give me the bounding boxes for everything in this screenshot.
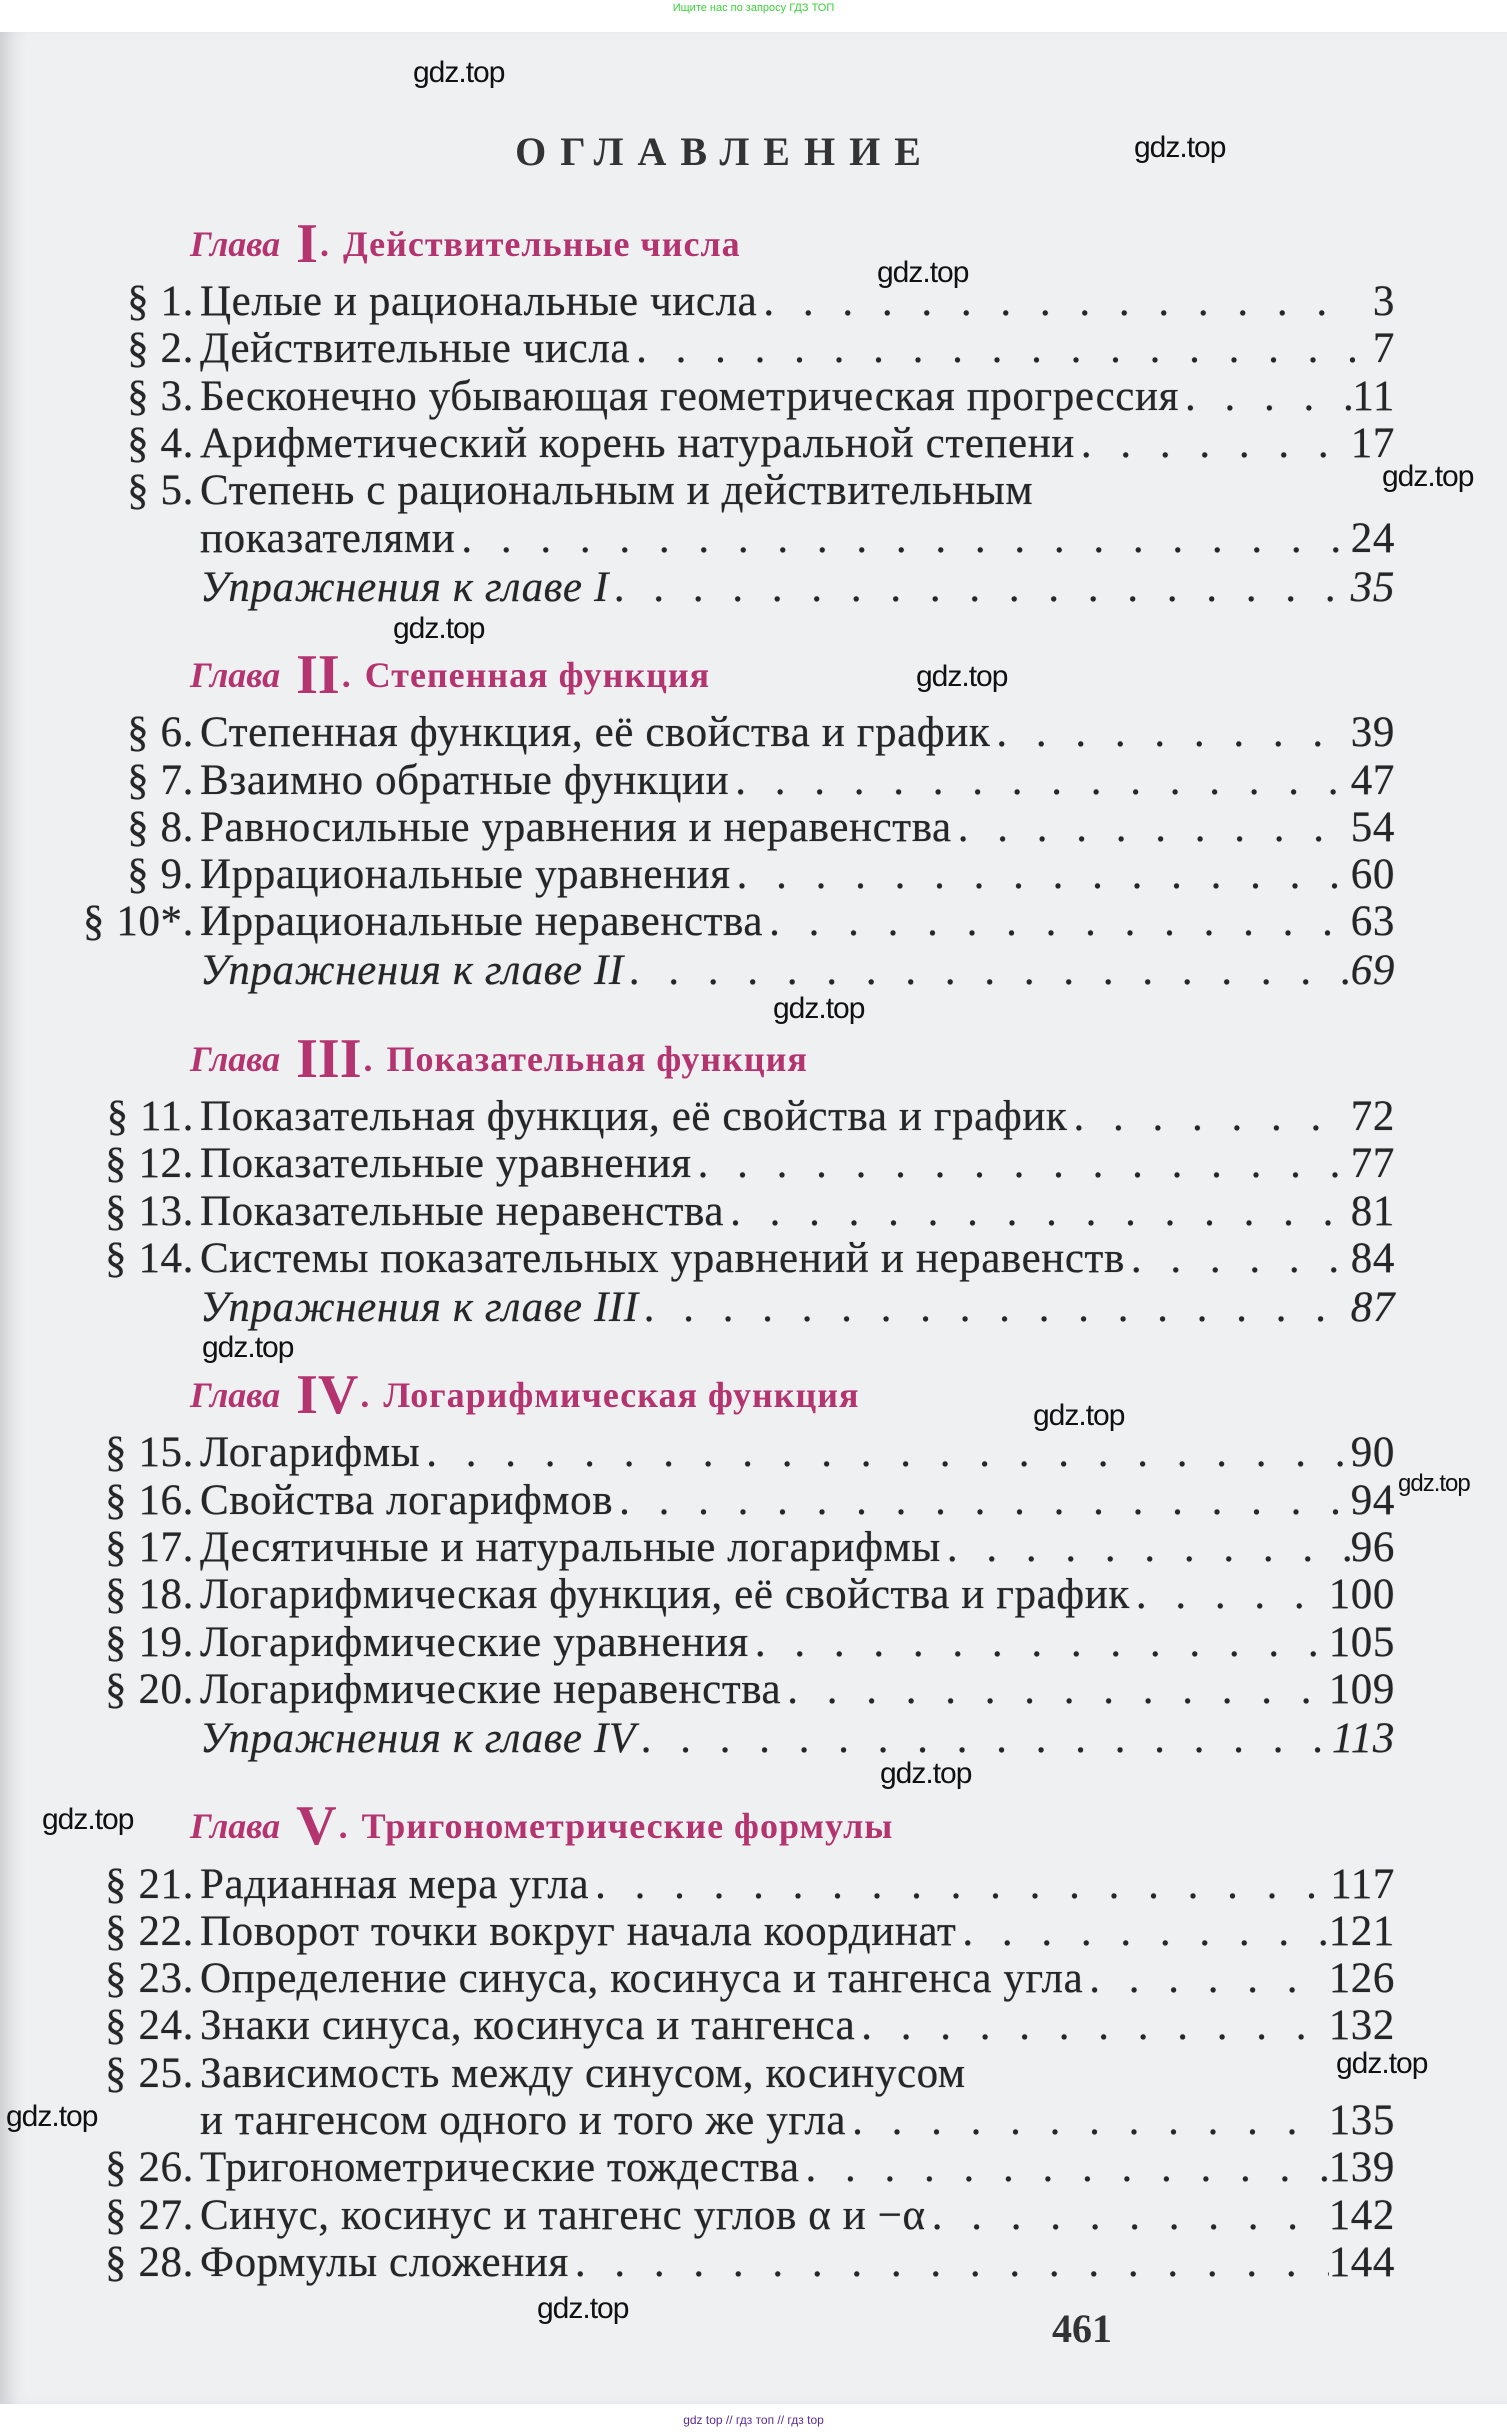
chapter-label: Глава [190, 1806, 281, 1847]
section-title: Системы показательных уравнений и неравенств [200, 1234, 1125, 1282]
top-banner-text: Ищите нас по запросу ГДЗ ТОП [672, 2, 835, 14]
watermark: gdz.top [202, 1331, 294, 1364]
chapter-label: Глава [190, 224, 281, 264]
page-ref: 100 [1328, 1571, 1395, 1619]
section-number: § 24. [105, 2002, 194, 2050]
section-title: Логарифмические неравенства [200, 1665, 782, 1713]
section-title: Показательные неравенства [200, 1187, 725, 1235]
section-number: § 12. [105, 1140, 194, 1188]
page-ref: 139 [1328, 2144, 1395, 2192]
section-title: Зависимость между синусом, косинусом [200, 2049, 966, 2097]
section-number: § 28. [105, 2238, 194, 2286]
table-of-contents [50, 210, 1395, 2286]
section-title: Поворот точки вокруг начала координат [200, 1907, 957, 1955]
section-number: § 18. [105, 1571, 194, 1619]
section-title: Десятичные и натуральные логарифмы [200, 1524, 941, 1572]
section-title: Свойства логарифмов [200, 1476, 614, 1524]
section-number: § 6. [127, 709, 194, 757]
page-ref: 126 [1328, 1955, 1395, 2003]
exercises-entry [50, 1713, 1395, 1764]
toc-entry [50, 420, 1395, 467]
chapter-heading [50, 1792, 1395, 1860]
toc-entry [50, 2191, 1395, 2238]
toc-entry [50, 1618, 1395, 1665]
section-title: Равносильные уравнения и неравенства [200, 803, 952, 851]
chapter-numeral-dot: . [319, 224, 329, 264]
section-number: § 20. [105, 1665, 194, 1713]
chapter-numeral-dot: . [360, 1375, 370, 1416]
toc-entry [50, 1477, 1395, 1524]
toc-entry [50, 2144, 1395, 2191]
dot-leader [630, 324, 1355, 373]
chapter-numeral-dot: . [341, 655, 351, 696]
section-title: Радианная мера угла [200, 1860, 590, 1908]
watermark: gdz.top [880, 1757, 972, 1790]
chapter-numeral-dot: . [338, 1806, 348, 1847]
chapter-numeral: I [296, 213, 318, 275]
exercises-title: Упражнения к главе III [200, 1283, 639, 1331]
exercises-title: Упражнения к главе II [200, 947, 624, 995]
chapter-label: Глава [190, 655, 281, 696]
chapter-heading [50, 1025, 1395, 1093]
section-title: Знаки синуса, косинуса и тангенса [200, 2002, 856, 2050]
chapter-title: Действительные числа [342, 224, 741, 264]
chapter-title: Логарифмическая функция [383, 1375, 860, 1416]
section-number: § 25. [105, 2049, 194, 2097]
exercises-entry [50, 562, 1395, 613]
page-ref: 81 [1350, 1187, 1395, 1235]
section-title: Тригонометрические тождества [200, 2144, 800, 2192]
toc-entry [50, 467, 1395, 514]
dot-leader [731, 850, 1351, 899]
dot-leader [455, 514, 1350, 563]
chapter-heading [50, 641, 1395, 709]
section-title: и тангенсом одного и того же угла [200, 2097, 847, 2144]
toc-entry [50, 1666, 1395, 1713]
section-title: Степенная функция, её свойства и график [200, 709, 991, 757]
dot-leader [1075, 419, 1351, 468]
toc-entry [50, 514, 1395, 561]
page-ref: 94 [1350, 1476, 1395, 1524]
dot-leader [855, 2001, 1328, 2050]
page-ref: 39 [1350, 709, 1395, 757]
section-title: Целые и рациональные числа [200, 278, 758, 326]
page-ref: 63 [1350, 898, 1395, 946]
toc-entry [50, 804, 1395, 851]
toc-entry [50, 1235, 1395, 1282]
section-number: § 7. [127, 756, 194, 804]
section-title: Бесконечно убывающая геометрическая прогрессия [200, 372, 1179, 420]
page-ref: 90 [1350, 1429, 1395, 1477]
page-ref: 54 [1350, 803, 1395, 851]
section-title: Взаимно обратные функции [200, 756, 730, 804]
dot-leader [724, 1187, 1351, 1236]
toc-entry [50, 2002, 1395, 2049]
toc-entry [50, 2097, 1395, 2144]
chapter-label: Глава [190, 1038, 281, 1079]
dot-leader [990, 708, 1350, 757]
exercises-entry [50, 946, 1395, 997]
chapter-numeral: IV [296, 1364, 359, 1427]
section-number: § 9. [127, 851, 194, 899]
section-title: Арифметический корень натуральной степени [200, 420, 1075, 468]
dot-leader [613, 1476, 1351, 1525]
dot-leader [569, 2238, 1329, 2287]
dot-leader [589, 1860, 1330, 1909]
page-ref: 144 [1328, 2238, 1395, 2286]
chapter-heading [50, 1361, 1395, 1429]
section-number: § 5. [127, 467, 194, 515]
toc-entry [50, 1187, 1395, 1234]
toc-entry [50, 851, 1395, 898]
toc-entry [50, 1908, 1395, 1955]
chapter-label: Глава [190, 1375, 281, 1416]
section-number: § 19. [105, 1618, 194, 1666]
watermark: gdz.top [877, 256, 969, 289]
chapter-numeral-dot: . [363, 1038, 373, 1079]
page-ref: 60 [1350, 851, 1395, 899]
exercises-entry [50, 1282, 1395, 1333]
section-title: Логарифмы [200, 1429, 421, 1477]
chapter-title: Степенная функция [364, 655, 711, 696]
chapter-title: Тригонометрические формулы [361, 1806, 894, 1847]
section-title: Формулы сложения [200, 2238, 569, 2286]
toc-entry [50, 2050, 1395, 2097]
page-ref: 47 [1350, 756, 1395, 804]
page-ref: 113 [1331, 1714, 1395, 1762]
dot-leader [1179, 372, 1352, 421]
toc-entry [50, 1429, 1395, 1476]
dot-leader [941, 1523, 1351, 1572]
toc-entry [50, 709, 1395, 756]
dot-leader [952, 803, 1351, 852]
page-ref: 11 [1352, 372, 1395, 420]
section-number: § 27. [105, 2191, 194, 2239]
page-ref: 84 [1350, 1234, 1395, 1282]
page-ref: 109 [1328, 1665, 1395, 1713]
chapter-numeral: III [296, 1027, 362, 1090]
toc-entry [50, 1955, 1395, 2002]
section-title: Показательные уравнения [200, 1140, 692, 1188]
page-ref: 72 [1350, 1092, 1395, 1140]
section-number: § 1. [127, 278, 194, 326]
section-number: § 4. [127, 420, 194, 468]
exercises-title: Упражнения к главе I [200, 563, 609, 611]
dot-leader [609, 563, 1351, 612]
page-ref: 35 [1350, 563, 1395, 611]
section-number: § 16. [105, 1476, 194, 1524]
dot-leader [926, 2191, 1329, 2240]
page-ref: 24 [1350, 514, 1395, 562]
watermark: gdz.top [1336, 2047, 1428, 2080]
section-title: Иррациональные неравенства [200, 898, 764, 946]
dot-leader [636, 1714, 1332, 1763]
dot-leader [956, 1907, 1328, 1956]
section-title: показателями [200, 514, 456, 562]
page-ref: 135 [1328, 2097, 1395, 2144]
toc-entry [50, 2239, 1395, 2286]
dot-leader [800, 2143, 1329, 2192]
page-ref: 96 [1350, 1524, 1395, 1572]
chapter-heading [50, 210, 1395, 278]
section-title: Степень с рациональным и действительным [200, 467, 1034, 515]
toc-entry [50, 373, 1395, 420]
watermark: gdz.top [413, 56, 505, 89]
toc-entry [50, 278, 1395, 325]
toc-entry [50, 1524, 1395, 1571]
dot-leader [729, 756, 1351, 805]
watermark: gdz.top [393, 612, 485, 645]
page-ref: 7 [1372, 325, 1395, 373]
page-ref: 105 [1328, 1618, 1395, 1666]
toc-entry [50, 1860, 1395, 1907]
dot-leader [749, 1618, 1329, 1667]
section-title: Определение синуса, косинуса и тангенса угла [200, 1955, 1084, 2003]
watermark: gdz.top [6, 2100, 98, 2133]
page-ref: 3 [1372, 278, 1395, 326]
watermark: gdz.top [773, 992, 865, 1025]
page-ref: 117 [1330, 1860, 1395, 1908]
dot-leader [757, 277, 1355, 326]
dot-leader [1130, 1570, 1329, 1619]
dot-leader [763, 897, 1351, 946]
dot-leader [624, 946, 1351, 995]
watermark: gdz.top [1134, 131, 1226, 164]
footer-text: gdz top // гдз топ // гдз top [683, 2413, 824, 2427]
page-ref: 121 [1328, 1907, 1395, 1955]
section-number: § 10*. [82, 898, 194, 946]
section-number: § 22. [105, 1907, 194, 1955]
page-number: 461 [1052, 2306, 1112, 2351]
section-title: Показательная функция, её свойства и график [200, 1092, 1068, 1140]
page-ref: 17 [1350, 420, 1395, 468]
dot-leader [1125, 1234, 1351, 1283]
section-number: § 8. [127, 803, 194, 851]
toc-entry [50, 1140, 1395, 1187]
page-ref: 132 [1328, 2002, 1395, 2050]
section-number: § 15. [105, 1429, 194, 1477]
section-number: § 14. [105, 1234, 194, 1282]
toc-entry [50, 1093, 1395, 1140]
dot-leader [420, 1428, 1351, 1477]
section-title: Синус, косинус и тангенс углов α и −α [200, 2191, 926, 2239]
chapter-title: Показательная функция [386, 1038, 808, 1079]
page-ref: 69 [1350, 947, 1395, 995]
watermark: gdz.top [537, 2292, 629, 2325]
section-title: Логарифмические уравнения [200, 1618, 749, 1666]
watermark: gdz.top [916, 660, 1008, 693]
exercises-title: Упражнения к главе IV [200, 1714, 636, 1762]
section-number: § 11. [106, 1092, 194, 1140]
toc-entry [50, 756, 1395, 803]
toc-entry [50, 898, 1395, 945]
watermark: gdz.top [1382, 460, 1474, 493]
watermark: gdz.top [1033, 1399, 1125, 1432]
section-title: Логарифмическая функция, её свойства и график [200, 1571, 1130, 1619]
chapter-numeral: II [296, 644, 340, 707]
dot-leader [692, 1139, 1351, 1188]
dot-leader [1083, 1954, 1328, 2003]
toc-entry [50, 325, 1395, 372]
section-number: § 2. [127, 325, 194, 373]
section-title: Действительные числа [200, 325, 631, 373]
dot-leader [846, 2096, 1329, 2145]
page-ref: 87 [1350, 1283, 1395, 1331]
watermark: gdz.top [42, 1803, 134, 1836]
section-number: § 26. [105, 2144, 194, 2192]
section-number: § 13. [105, 1187, 194, 1235]
dot-leader [639, 1283, 1351, 1332]
dot-leader [781, 1665, 1328, 1714]
section-number: § 21. [105, 1860, 194, 1908]
section-number: § 3. [127, 372, 194, 420]
dot-leader [1067, 1092, 1350, 1141]
page-ref: 142 [1328, 2191, 1395, 2239]
chapter-numeral: V [296, 1795, 337, 1858]
page-ref: 77 [1350, 1140, 1395, 1188]
section-number: § 17. [105, 1524, 194, 1572]
watermark: gdz.top [1398, 1470, 1470, 1497]
section-title: Иррациональные уравнения [200, 851, 731, 899]
toc-entry [50, 1571, 1395, 1618]
page-title: ОГЛАВЛЕНИЕ [515, 129, 935, 174]
section-number: § 23. [105, 1955, 194, 2003]
